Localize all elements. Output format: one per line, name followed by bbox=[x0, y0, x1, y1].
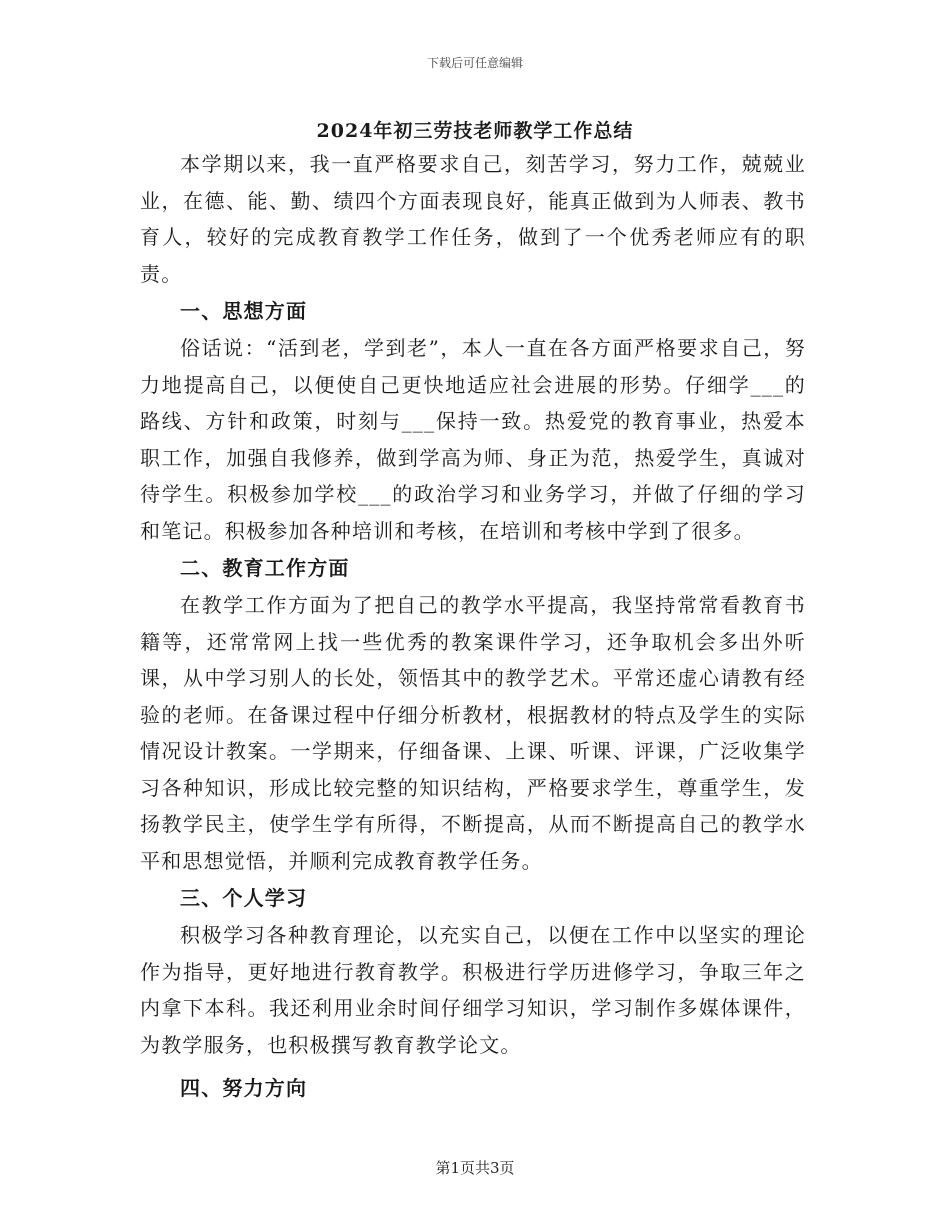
section-heading-3: 三、个人学习 bbox=[180, 886, 308, 910]
section-heading-2: 二、教育工作方面 bbox=[180, 556, 350, 580]
document-body bbox=[140, 146, 806, 1107]
section-heading-4: 四、努力方向 bbox=[180, 1076, 308, 1100]
section-paragraph-3: 积极学习各种教育理论，以充实自己，以便在工作中以坚实的理论作为指导，更好地进行教育教学。积极进行学历进修学习，争取三年之内拿下本科。我还利用业余时间仔细学习知识，学习制作多媒体课件，为教学服务，也积极撰写教育教学论文。 bbox=[140, 923, 806, 1057]
section-heading-1: 一、思想方面 bbox=[180, 299, 308, 323]
document-title: 2024年初三劳技老师教学工作总结 bbox=[316, 120, 634, 142]
header-note: 下载后可任意编辑 bbox=[426, 56, 523, 70]
intro-paragraph: 本学期以来，我一直严格要求自己，刻苦学习，努力工作，兢兢业业，在德、能、勤、绩四个方面表现良好，能真正做到为人师表、教书育人，较好的完成教育教学工作任务，做到了一个优秀老师应有的职责。 bbox=[140, 152, 806, 286]
section-paragraph-2: 在教学工作方面为了把自己的教学水平提高，我坚持常常看教育书籍等，还常常网上找一些优秀的教案课件学习，还争取机会多出外听课，从中学习别人的长处，领悟其中的教学艺术。平常还虚心请教有经验的老师。在备课过程中仔细分析教材，根据教材的特点及学生的实际情况设计教案。一学期来，仔细备课、上课、听课、评课，广泛收集学习各种知识，形成比较完整的知识结构，严格要求学生，尊重学生，发扬教学民主，使学生学有所得，不断提高，从而不断提高自己的教学水平和思想觉悟，并顺利完成教育教学任务。 bbox=[140, 593, 806, 873]
section-paragraph-1: 俗话说：“活到老，学到老”，本人一直在各方面严格要求自己，努力地提高自己，以便使自己更快地适应社会进展的形势。仔细学___的路线、方针和政策，时刻与___保持一致。热爱党的教育事业，热爱本职工作，加强自我修养，做到学高为师、身正为范，热爱学生，真诚对待学生。积极参加学校___的政治学习和业务学习，并做了仔细的学习和笔记。积极参加各种培训和考核，在培训和考核中学到了很多。 bbox=[140, 336, 806, 543]
page-indicator: 第1页共3页 bbox=[435, 1159, 515, 1177]
